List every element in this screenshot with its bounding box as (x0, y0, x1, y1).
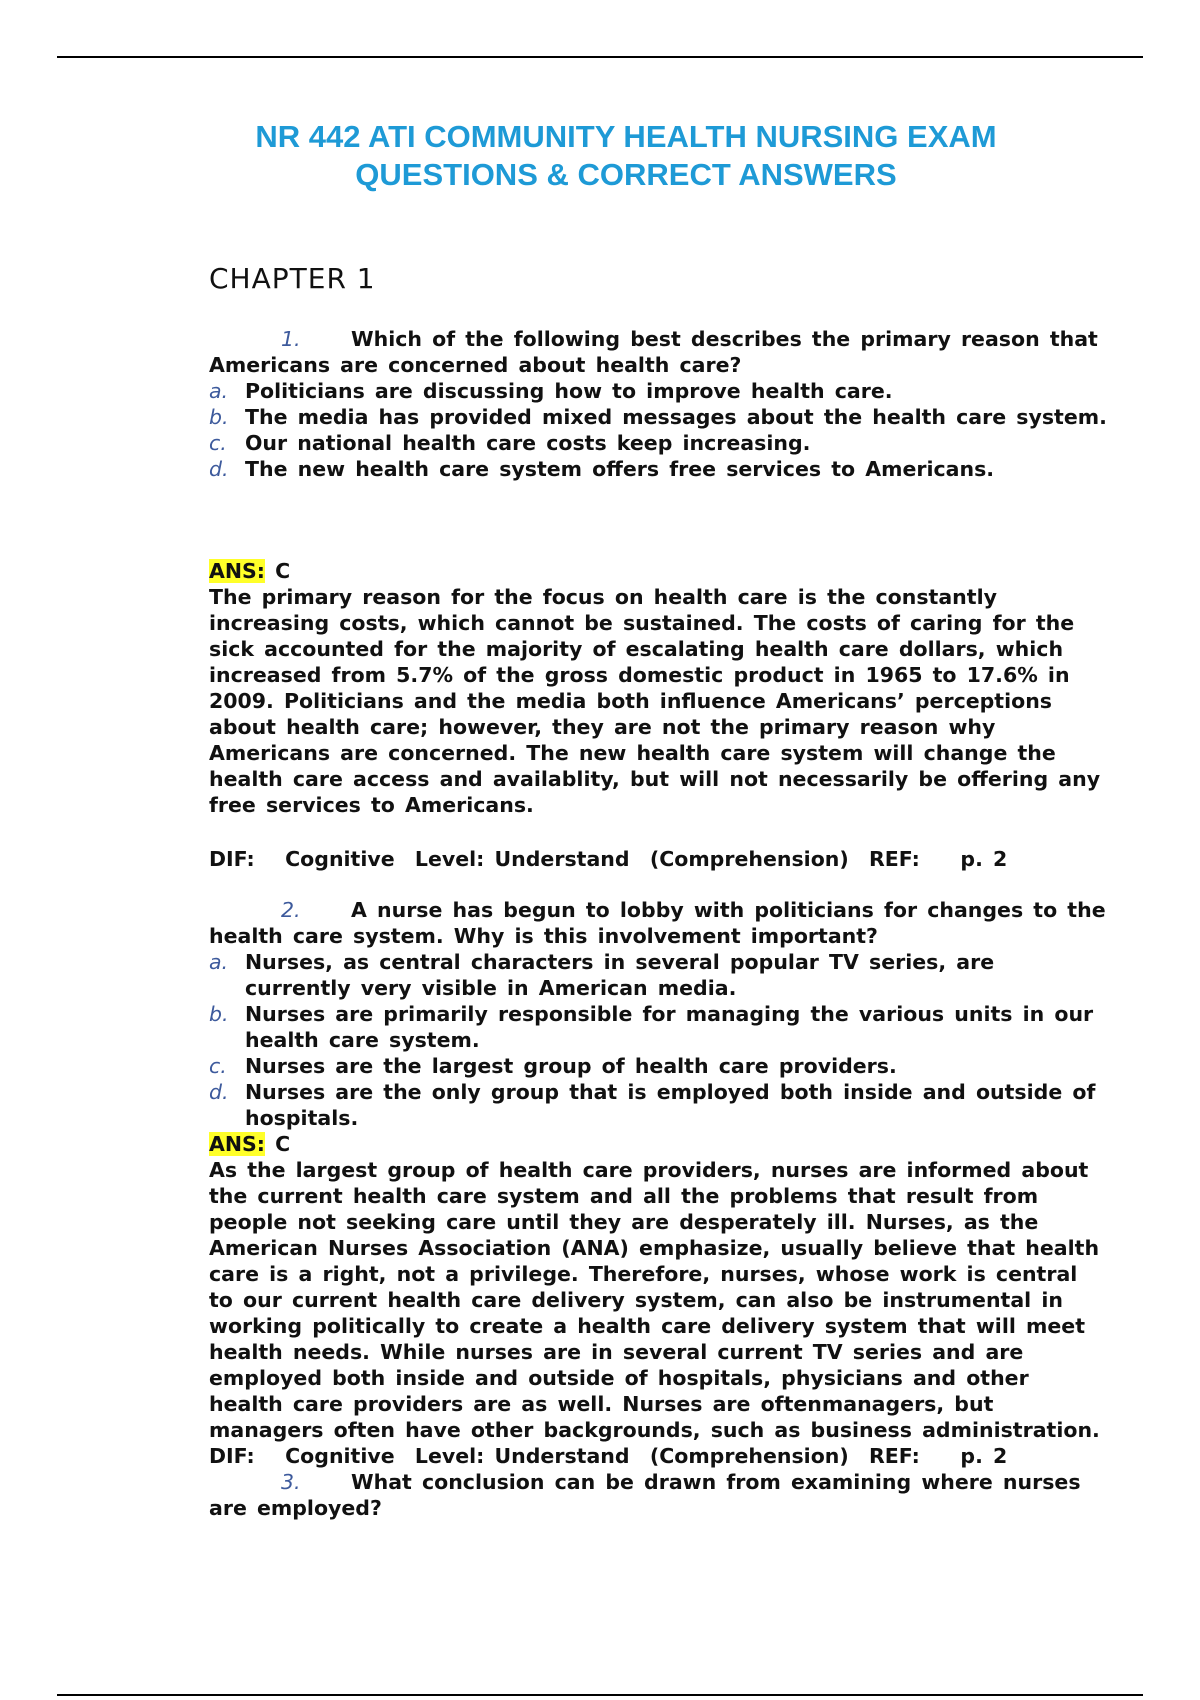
option-letter: b. (209, 1002, 229, 1026)
question-text: What conclusion can be drawn from examining where nurses are employed? (209, 1470, 1081, 1520)
question-text: A nurse has begun to lobby with politicians for changes to the health care system. Why is this involvement important? (209, 898, 1106, 948)
dif-line: DIF: Cognitive Level: Understand (Comprehension) REF: p. 2 (209, 847, 1008, 871)
option-text: The new health care system offers free services to Americans. (245, 457, 995, 481)
option-a (209, 949, 1109, 1001)
answer-line (209, 558, 1109, 584)
answer-1-block (209, 558, 1109, 818)
option-text: Politicians are discussing how to improve health care. (245, 379, 893, 403)
answer-line (209, 1131, 1109, 1157)
option-text: Nurses are the largest group of health care providers. (245, 1054, 897, 1078)
ans-label: ANS: (209, 1132, 265, 1156)
option-letter: d. (209, 1080, 229, 1104)
question-number: 2. (281, 898, 301, 922)
option-b (209, 1001, 1109, 1053)
question-1 (209, 326, 1109, 378)
option-letter: a. (209, 950, 229, 974)
option-text: Our national health care costs keep increasing. (245, 431, 811, 455)
option-text: The media has provided mixed messages about the health care system. (245, 405, 1107, 429)
option-d (209, 1079, 1109, 1131)
answer-rationale: The primary reason for the focus on health care is the constantly increasing costs, which cannot be sustained. The costs of caring for the sick accounted for the majority of escalating health care dollars, which increased from 5.7% of the gross domestic product in 1965 to 17.6% in 2009. Politicians and the media both influence Americans’ perceptions about health care; however, they are not the primary reason why Americans are concerned. The new health care system will change the health care access and availablity, but will not necessarily be offering any free services to Americans. (209, 585, 1101, 817)
question-number: 3. (281, 1470, 301, 1494)
dif-1 (209, 846, 1109, 872)
option-letter: c. (209, 1054, 227, 1078)
option-letter: c. (209, 431, 227, 455)
chapter-heading: CHAPTER 1 (209, 262, 376, 295)
option-text: Nurses are primarily responsible for managing the various units in our health care system. (245, 1002, 1094, 1052)
ans-value: C (275, 1132, 291, 1156)
title-line-2: QUESTIONS & CORRECT ANSWERS (355, 157, 897, 192)
question-2 (209, 897, 1109, 949)
option-b (209, 404, 1109, 430)
answer-rationale: As the largest group of health care providers, nurses are informed about the current health care system and all the problems that result from people not seeking care until they are desperately ill. Nurses, as the American Nurses Association (ANA) emphasize, usually believe that health care is a right, not a privilege. Therefore, nurses, whose work is central to our current health care delivery system, can also be instrumental in working politically to create a health care delivery system that will meet health needs. While nurses are in several current TV series and are employed both inside and outside of hospitals, physicians and other health care providers are as well. Nurses are oftenmanagers, but managers often have other backgrounds, such as business administration. (209, 1158, 1100, 1442)
option-c (209, 430, 1109, 456)
option-letter: a. (209, 379, 229, 403)
dif-line: DIF: Cognitive Level: Understand (Comprehension) REF: p. 2 (209, 1444, 1008, 1468)
bottom-rule (57, 1694, 1143, 1696)
question-1-block (209, 326, 1109, 482)
question-3 (209, 1469, 1109, 1521)
title-line-1: NR 442 ATI COMMUNITY HEALTH NURSING EXAM (255, 119, 997, 154)
page-title (0, 118, 1200, 194)
option-text: Nurses are the only group that is employed both inside and outside of hospitals. (245, 1080, 1096, 1130)
option-c (209, 1053, 1109, 1079)
question-text: Which of the following best describes the primary reason that Americans are concerned about health care? (209, 327, 1098, 377)
option-a (209, 378, 1109, 404)
question-2-block (209, 897, 1109, 1521)
option-letter: b. (209, 405, 229, 429)
top-rule (57, 56, 1143, 58)
option-letter: d. (209, 457, 229, 481)
option-text: Nurses, as central characters in several popular TV series, are currently very visible in American media. (245, 950, 995, 1000)
ans-value: C (275, 559, 291, 583)
option-d (209, 456, 1109, 482)
ans-label: ANS: (209, 559, 265, 583)
question-number: 1. (281, 327, 301, 351)
